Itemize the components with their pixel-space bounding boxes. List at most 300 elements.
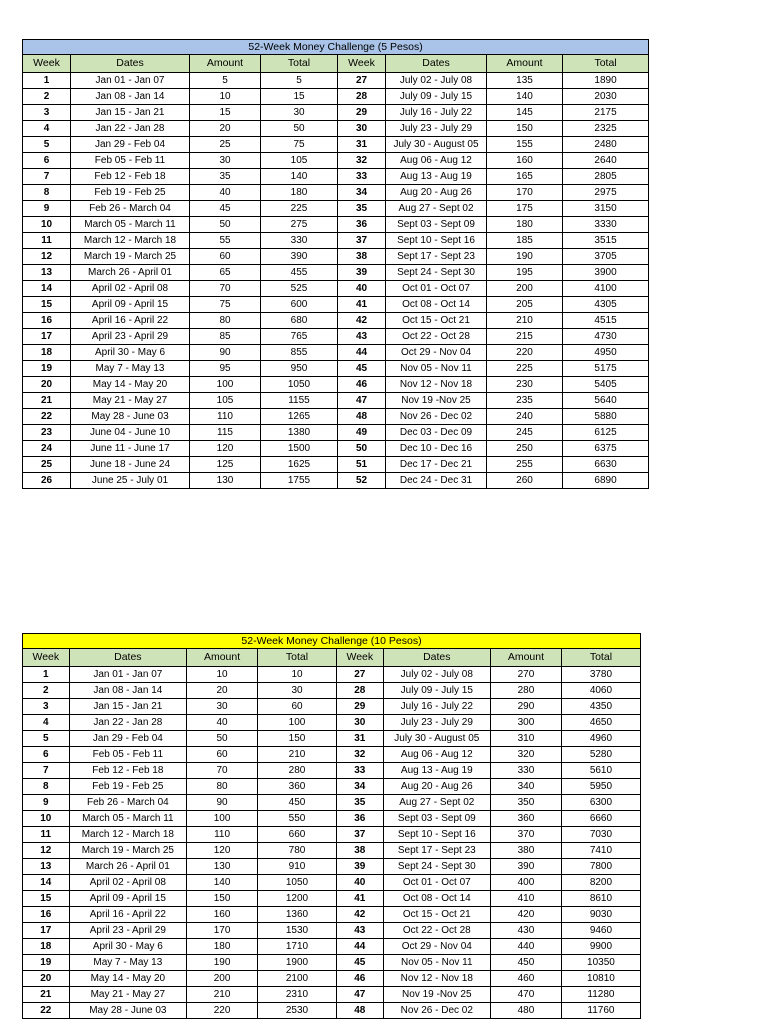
cell-total: 10810 <box>561 971 640 987</box>
cell-total: 2975 <box>563 185 649 201</box>
cell-dates: Dec 24 - Dec 31 <box>386 473 487 489</box>
cell-amount: 300 <box>490 715 561 731</box>
column-header-amount: Amount <box>487 55 563 73</box>
cell-amount: 270 <box>490 667 561 683</box>
cell-amount: 95 <box>190 361 261 377</box>
cell-dates: April 02 - April 08 <box>69 875 187 891</box>
cell-dates: Oct 22 - Oct 28 <box>383 923 490 939</box>
cell-week: 44 <box>337 939 384 955</box>
cell-total: 60 <box>258 699 337 715</box>
cell-week: 9 <box>23 795 70 811</box>
table-row <box>23 313 649 329</box>
cell-dates: Aug 13 - Aug 19 <box>386 169 487 185</box>
column-header-dates: Dates <box>71 55 190 73</box>
cell-week: 2 <box>23 89 71 105</box>
cell-amount: 70 <box>190 281 261 297</box>
table-row <box>23 827 641 843</box>
cell-amount: 440 <box>490 939 561 955</box>
cell-amount: 230 <box>487 377 563 393</box>
cell-total: 4350 <box>561 699 640 715</box>
table-row <box>23 875 641 891</box>
cell-week: 2 <box>23 683 70 699</box>
cell-dates: June 18 - June 24 <box>71 457 190 473</box>
table-row <box>23 105 649 121</box>
cell-week: 4 <box>23 121 71 137</box>
cell-dates: June 04 - June 10 <box>71 425 190 441</box>
cell-amount: 10 <box>190 89 261 105</box>
table-row <box>23 795 641 811</box>
cell-amount: 165 <box>487 169 563 185</box>
cell-week: 20 <box>23 377 71 393</box>
cell-total: 1900 <box>258 955 337 971</box>
cell-dates: Jan 29 - Feb 04 <box>69 731 187 747</box>
cell-total: 2175 <box>563 105 649 121</box>
cell-total: 1155 <box>261 393 338 409</box>
cell-dates: March 26 - April 01 <box>69 859 187 875</box>
cell-dates: Feb 05 - Feb 11 <box>69 747 187 763</box>
cell-week: 29 <box>338 105 386 121</box>
cell-amount: 135 <box>487 73 563 89</box>
cell-total: 2310 <box>258 987 337 1003</box>
cell-total: 9460 <box>561 923 640 939</box>
cell-week: 12 <box>23 249 71 265</box>
cell-dates: Feb 19 - Feb 25 <box>71 185 190 201</box>
cell-week: 44 <box>338 345 386 361</box>
table-row <box>23 457 649 473</box>
cell-dates: July 23 - July 29 <box>386 121 487 137</box>
cell-dates: May 14 - May 20 <box>69 971 187 987</box>
cell-dates: Jan 29 - Feb 04 <box>71 137 190 153</box>
cell-week: 27 <box>337 667 384 683</box>
table-row <box>23 265 649 281</box>
cell-week: 10 <box>23 811 70 827</box>
cell-dates: Aug 13 - Aug 19 <box>383 763 490 779</box>
cell-amount: 350 <box>490 795 561 811</box>
cell-amount: 215 <box>487 329 563 345</box>
table-row <box>23 811 641 827</box>
cell-week: 10 <box>23 217 71 233</box>
cell-dates: Nov 19 -Nov 25 <box>383 987 490 1003</box>
table-row <box>23 377 649 393</box>
cell-total: 15 <box>261 89 338 105</box>
cell-amount: 150 <box>187 891 258 907</box>
cell-dates: Sept 03 - Sept 09 <box>383 811 490 827</box>
cell-total: 6660 <box>561 811 640 827</box>
table-row <box>23 859 641 875</box>
column-header-amount: Amount <box>490 649 561 667</box>
cell-amount: 100 <box>187 811 258 827</box>
cell-week: 6 <box>23 747 70 763</box>
table-row <box>23 329 649 345</box>
cell-amount: 240 <box>487 409 563 425</box>
cell-total: 140 <box>261 169 338 185</box>
cell-total: 7410 <box>561 843 640 859</box>
cell-amount: 75 <box>190 297 261 313</box>
cell-week: 5 <box>23 137 71 153</box>
cell-dates: Sept 10 - Sept 16 <box>383 827 490 843</box>
cell-dates: Dec 03 - Dec 09 <box>386 425 487 441</box>
cell-total: 8610 <box>561 891 640 907</box>
cell-total: 855 <box>261 345 338 361</box>
table-row <box>23 441 649 457</box>
column-header-dates: Dates <box>383 649 490 667</box>
cell-total: 11760 <box>561 1003 640 1019</box>
cell-dates: Aug 27 - Sept 02 <box>386 201 487 217</box>
cell-dates: Jan 08 - Jan 14 <box>69 683 187 699</box>
cell-amount: 10 <box>187 667 258 683</box>
cell-week: 8 <box>23 185 71 201</box>
column-header-total: Total <box>561 649 640 667</box>
cell-total: 680 <box>261 313 338 329</box>
cell-total: 2480 <box>563 137 649 153</box>
cell-total: 100 <box>258 715 337 731</box>
cell-total: 50 <box>261 121 338 137</box>
cell-amount: 60 <box>190 249 261 265</box>
cell-dates: March 19 - March 25 <box>71 249 190 265</box>
cell-total: 765 <box>261 329 338 345</box>
cell-dates: Oct 15 - Oct 21 <box>383 907 490 923</box>
cell-total: 3780 <box>561 667 640 683</box>
cell-total: 4100 <box>563 281 649 297</box>
cell-total: 6890 <box>563 473 649 489</box>
cell-week: 30 <box>338 121 386 137</box>
cell-total: 2805 <box>563 169 649 185</box>
cell-week: 3 <box>23 699 70 715</box>
cell-total: 1050 <box>261 377 338 393</box>
table-row <box>23 297 649 313</box>
column-header-week: Week <box>23 55 71 73</box>
cell-dates: Oct 01 - Oct 07 <box>386 281 487 297</box>
cell-amount: 190 <box>187 955 258 971</box>
cell-dates: July 23 - July 29 <box>383 715 490 731</box>
cell-week: 48 <box>338 409 386 425</box>
cell-week: 47 <box>338 393 386 409</box>
cell-total: 600 <box>261 297 338 313</box>
cell-amount: 220 <box>187 1003 258 1019</box>
money-challenge-table-10-pesos <box>22 633 641 1019</box>
cell-week: 40 <box>338 281 386 297</box>
cell-total: 105 <box>261 153 338 169</box>
cell-total: 6300 <box>561 795 640 811</box>
cell-dates: June 25 - July 01 <box>71 473 190 489</box>
cell-total: 2640 <box>563 153 649 169</box>
header-row <box>23 55 649 73</box>
cell-week: 9 <box>23 201 71 217</box>
cell-amount: 180 <box>487 217 563 233</box>
cell-amount: 140 <box>187 875 258 891</box>
cell-week: 34 <box>337 779 384 795</box>
cell-week: 1 <box>23 667 70 683</box>
cell-total: 3705 <box>563 249 649 265</box>
cell-amount: 120 <box>187 843 258 859</box>
cell-dates: Feb 12 - Feb 18 <box>71 169 190 185</box>
cell-total: 30 <box>261 105 338 121</box>
cell-total: 4960 <box>561 731 640 747</box>
table-body <box>23 667 641 1019</box>
cell-week: 41 <box>338 297 386 313</box>
table-row <box>23 843 641 859</box>
cell-week: 15 <box>23 891 70 907</box>
table-row <box>23 971 641 987</box>
cell-amount: 200 <box>187 971 258 987</box>
cell-total: 5880 <box>563 409 649 425</box>
cell-week: 35 <box>337 795 384 811</box>
cell-week: 4 <box>23 715 70 731</box>
cell-total: 150 <box>258 731 337 747</box>
cell-amount: 260 <box>487 473 563 489</box>
cell-dates: Nov 26 - Dec 02 <box>383 1003 490 1019</box>
cell-total: 4515 <box>563 313 649 329</box>
cell-week: 1 <box>23 73 71 89</box>
cell-total: 360 <box>258 779 337 795</box>
cell-week: 40 <box>337 875 384 891</box>
cell-amount: 160 <box>487 153 563 169</box>
table-row <box>23 201 649 217</box>
column-header-dates: Dates <box>69 649 187 667</box>
cell-amount: 120 <box>190 441 261 457</box>
cell-dates: March 19 - March 25 <box>69 843 187 859</box>
cell-dates: May 21 - May 27 <box>71 393 190 409</box>
table-body <box>23 73 649 489</box>
cell-total: 6630 <box>563 457 649 473</box>
cell-total: 950 <box>261 361 338 377</box>
cell-dates: Aug 06 - Aug 12 <box>383 747 490 763</box>
cell-amount: 50 <box>187 731 258 747</box>
cell-total: 9030 <box>561 907 640 923</box>
table-row <box>23 715 641 731</box>
cell-amount: 115 <box>190 425 261 441</box>
cell-week: 35 <box>338 201 386 217</box>
cell-total: 6375 <box>563 441 649 457</box>
cell-amount: 40 <box>187 715 258 731</box>
cell-dates: Jan 01 - Jan 07 <box>69 667 187 683</box>
cell-dates: Jan 22 - Jan 28 <box>71 121 190 137</box>
cell-week: 34 <box>338 185 386 201</box>
cell-amount: 90 <box>190 345 261 361</box>
cell-week: 7 <box>23 169 71 185</box>
cell-week: 13 <box>23 859 70 875</box>
cell-total: 1755 <box>261 473 338 489</box>
cell-amount: 210 <box>487 313 563 329</box>
cell-amount: 430 <box>490 923 561 939</box>
cell-amount: 280 <box>490 683 561 699</box>
table-row <box>23 249 649 265</box>
cell-week: 39 <box>338 265 386 281</box>
cell-dates: April 30 - May 6 <box>69 939 187 955</box>
cell-total: 6125 <box>563 425 649 441</box>
cell-total: 450 <box>258 795 337 811</box>
cell-week: 29 <box>337 699 384 715</box>
cell-week: 39 <box>337 859 384 875</box>
cell-amount: 190 <box>487 249 563 265</box>
cell-dates: May 7 - May 13 <box>69 955 187 971</box>
cell-week: 16 <box>23 313 71 329</box>
cell-total: 280 <box>258 763 337 779</box>
cell-week: 38 <box>338 249 386 265</box>
cell-total: 7030 <box>561 827 640 843</box>
cell-week: 23 <box>23 425 71 441</box>
cell-dates: Feb 05 - Feb 11 <box>71 153 190 169</box>
table-row <box>23 137 649 153</box>
cell-amount: 460 <box>490 971 561 987</box>
cell-total: 9900 <box>561 939 640 955</box>
cell-dates: April 09 - April 15 <box>71 297 190 313</box>
cell-amount: 110 <box>187 827 258 843</box>
cell-dates: Nov 12 - Nov 18 <box>383 971 490 987</box>
cell-dates: May 28 - June 03 <box>69 1003 187 1019</box>
cell-amount: 30 <box>187 699 258 715</box>
cell-total: 5280 <box>561 747 640 763</box>
cell-week: 42 <box>337 907 384 923</box>
table-row <box>23 731 641 747</box>
cell-dates: Aug 27 - Sept 02 <box>383 795 490 811</box>
cell-dates: Nov 05 - Nov 11 <box>386 361 487 377</box>
cell-dates: Oct 29 - Nov 04 <box>386 345 487 361</box>
cell-amount: 80 <box>190 313 261 329</box>
cell-dates: May 7 - May 13 <box>71 361 190 377</box>
cell-week: 3 <box>23 105 71 121</box>
cell-amount: 420 <box>490 907 561 923</box>
cell-dates: March 05 - March 11 <box>71 217 190 233</box>
cell-total: 30 <box>258 683 337 699</box>
cell-week: 30 <box>337 715 384 731</box>
cell-total: 1890 <box>563 73 649 89</box>
cell-amount: 410 <box>490 891 561 907</box>
cell-total: 5950 <box>561 779 640 795</box>
table-row <box>23 473 649 489</box>
cell-total: 3330 <box>563 217 649 233</box>
header-row <box>23 649 641 667</box>
cell-amount: 50 <box>190 217 261 233</box>
cell-week: 45 <box>338 361 386 377</box>
cell-total: 8200 <box>561 875 640 891</box>
table-row <box>23 683 641 699</box>
cell-total: 2530 <box>258 1003 337 1019</box>
column-header-week: Week <box>23 649 70 667</box>
cell-amount: 390 <box>490 859 561 875</box>
table-row <box>23 345 649 361</box>
cell-total: 5 <box>261 73 338 89</box>
table-row <box>23 987 641 1003</box>
cell-amount: 205 <box>487 297 563 313</box>
cell-amount: 20 <box>190 121 261 137</box>
cell-dates: March 12 - March 18 <box>71 233 190 249</box>
cell-week: 32 <box>337 747 384 763</box>
cell-week: 17 <box>23 329 71 345</box>
cell-amount: 145 <box>487 105 563 121</box>
cell-week: 49 <box>338 425 386 441</box>
cell-dates: April 23 - April 29 <box>69 923 187 939</box>
money-challenge-table-5-pesos <box>22 39 649 489</box>
cell-amount: 80 <box>187 779 258 795</box>
cell-total: 210 <box>258 747 337 763</box>
cell-dates: Jan 08 - Jan 14 <box>71 89 190 105</box>
cell-dates: Oct 15 - Oct 21 <box>386 313 487 329</box>
cell-week: 7 <box>23 763 70 779</box>
cell-amount: 380 <box>490 843 561 859</box>
table-row <box>23 891 641 907</box>
table-row <box>23 185 649 201</box>
cell-total: 225 <box>261 201 338 217</box>
cell-total: 180 <box>261 185 338 201</box>
cell-amount: 55 <box>190 233 261 249</box>
cell-amount: 140 <box>487 89 563 105</box>
cell-week: 19 <box>23 955 70 971</box>
cell-total: 75 <box>261 137 338 153</box>
table-row <box>23 907 641 923</box>
cell-week: 51 <box>338 457 386 473</box>
cell-dates: Nov 26 - Dec 02 <box>386 409 487 425</box>
cell-amount: 45 <box>190 201 261 217</box>
cell-week: 18 <box>23 939 70 955</box>
cell-amount: 25 <box>190 137 261 153</box>
column-header-week: Week <box>338 55 386 73</box>
table-row <box>23 667 641 683</box>
table-row <box>23 939 641 955</box>
cell-week: 36 <box>337 811 384 827</box>
cell-total: 3150 <box>563 201 649 217</box>
cell-dates: Sept 03 - Sept 09 <box>386 217 487 233</box>
cell-total: 1530 <box>258 923 337 939</box>
cell-week: 17 <box>23 923 70 939</box>
cell-week: 31 <box>337 731 384 747</box>
cell-dates: May 28 - June 03 <box>71 409 190 425</box>
cell-dates: Aug 20 - Aug 26 <box>386 185 487 201</box>
cell-dates: July 30 - August 05 <box>383 731 490 747</box>
cell-week: 12 <box>23 843 70 859</box>
cell-amount: 90 <box>187 795 258 811</box>
cell-total: 7800 <box>561 859 640 875</box>
table-row <box>23 425 649 441</box>
cell-amount: 170 <box>487 185 563 201</box>
cell-amount: 235 <box>487 393 563 409</box>
cell-dates: July 16 - July 22 <box>386 105 487 121</box>
cell-dates: April 16 - April 22 <box>69 907 187 923</box>
cell-week: 28 <box>338 89 386 105</box>
cell-total: 4950 <box>563 345 649 361</box>
cell-dates: Oct 08 - Oct 14 <box>383 891 490 907</box>
cell-dates: Nov 05 - Nov 11 <box>383 955 490 971</box>
cell-amount: 125 <box>190 457 261 473</box>
cell-week: 45 <box>337 955 384 971</box>
cell-dates: March 05 - March 11 <box>69 811 187 827</box>
cell-amount: 15 <box>190 105 261 121</box>
cell-week: 38 <box>337 843 384 859</box>
cell-week: 18 <box>23 345 71 361</box>
cell-dates: Dec 17 - Dec 21 <box>386 457 487 473</box>
table-row <box>23 361 649 377</box>
cell-amount: 180 <box>187 939 258 955</box>
cell-amount: 340 <box>490 779 561 795</box>
cell-dates: Jan 15 - Jan 21 <box>69 699 187 715</box>
cell-week: 24 <box>23 441 71 457</box>
cell-amount: 255 <box>487 457 563 473</box>
cell-total: 525 <box>261 281 338 297</box>
cell-dates: May 14 - May 20 <box>71 377 190 393</box>
cell-amount: 110 <box>190 409 261 425</box>
cell-week: 43 <box>337 923 384 939</box>
cell-amount: 220 <box>487 345 563 361</box>
cell-dates: Feb 26 - March 04 <box>69 795 187 811</box>
cell-amount: 100 <box>190 377 261 393</box>
cell-total: 5610 <box>561 763 640 779</box>
cell-total: 5405 <box>563 377 649 393</box>
cell-amount: 35 <box>190 169 261 185</box>
cell-week: 22 <box>23 409 71 425</box>
cell-amount: 480 <box>490 1003 561 1019</box>
cell-amount: 20 <box>187 683 258 699</box>
cell-dates: Oct 29 - Nov 04 <box>383 939 490 955</box>
